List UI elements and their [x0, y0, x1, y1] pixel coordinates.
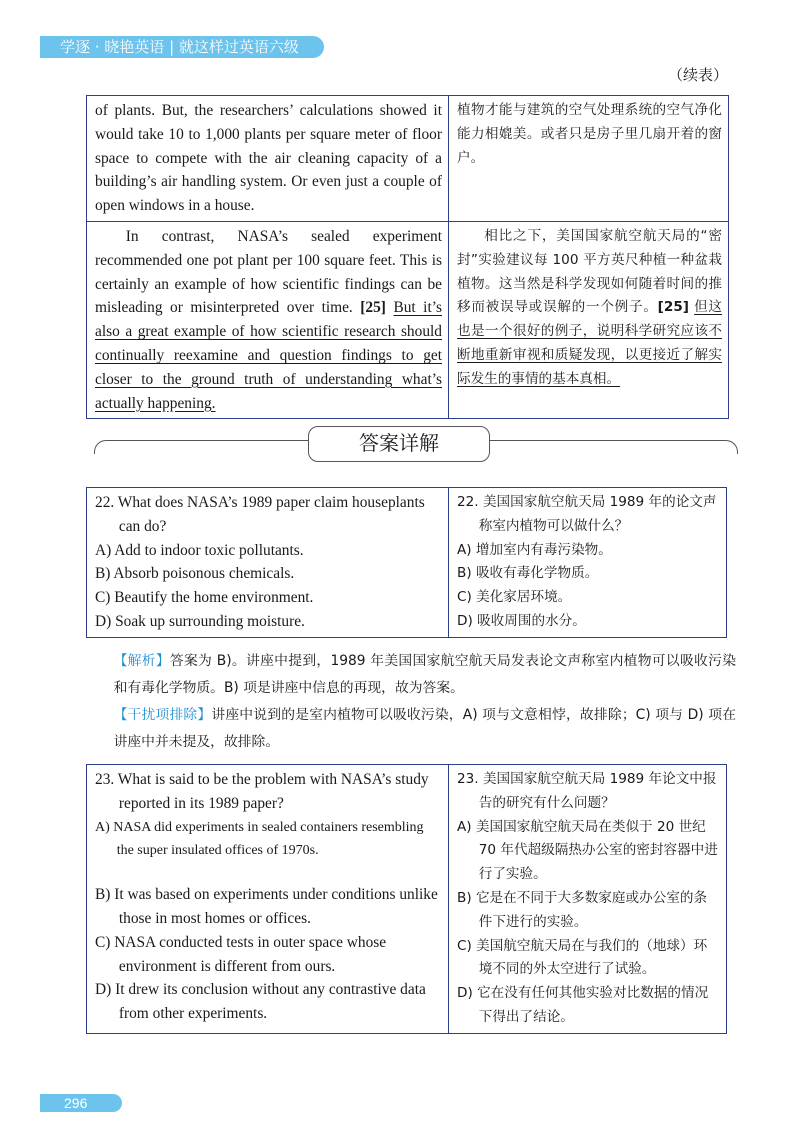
analysis-paragraph — [86, 648, 736, 702]
question-en-cell — [87, 765, 449, 1034]
q22-option-d-zh: D) 吸收周围的水分。 — [457, 612, 586, 629]
question-row — [87, 765, 727, 1034]
q22-option-b-en: B) Absorb poisonous chemicals. — [95, 565, 295, 583]
passage-en-p2 — [95, 225, 442, 415]
q23-option-b-zh: B) 它是在不同于大多数家庭或办公室的条件下进行的实验。 — [457, 889, 708, 930]
q22-option-a-en: A) Add to indoor toxic pollutants. — [95, 541, 304, 559]
question-22-table — [86, 487, 727, 638]
analysis-tag: 【解析】 — [113, 653, 170, 669]
analysis-text: 答案为 B)。讲座中提到，1989 年美国国家航空航天局发表论文声称室内植物可以吸收污染和有毒化学物质。B) 项是讲座中信息的再现，故为答案。 — [113, 653, 736, 696]
question-marker: [25] — [657, 299, 690, 316]
q23-question-zh: 23. 美国国家航空航天局 1989 年论文中报告的研究有什么问题？ — [457, 771, 717, 811]
passage-en-cell — [87, 96, 449, 222]
q22-question-en: 22. What does NASA’s 1989 paper claim houseplants can do? — [95, 494, 425, 535]
q23-option-b-en: B) It was based on experiments under conditions unlike those in most homes or offices. — [95, 886, 438, 927]
question-en-cell — [87, 488, 449, 638]
q22-option-c-en: C) Beautify the home environment. — [95, 589, 314, 607]
q23-option-d-en: D) It drew its conclusion without any contrastive data from other experiments. — [95, 981, 426, 1023]
passage-table — [86, 95, 729, 419]
passage-zh-cell — [449, 96, 729, 222]
passage-en-p1: of plants. But, the researchers’ calculations showed it would take 10 to 1,000 plants per square meter of floor space to compete with the air cleaning capacity of a building’s air handling system. Or even just a couple of open windows in a house. — [95, 102, 442, 215]
distractor-paragraph — [86, 702, 736, 756]
question-marker: [25] — [360, 299, 386, 317]
question-zh-cell — [449, 765, 727, 1034]
continued-label: （续表） — [667, 66, 728, 84]
book-title: 学逐 · 晓艳英语 | 就这样过英语六级 — [60, 38, 299, 56]
passage-en-underlined: But it’s also a great example of how scientific research should continually reexamine and question findings to get closer to the ground truth of understanding what’s actually happening. — [95, 299, 442, 412]
page-number: 296 — [64, 1095, 88, 1111]
q22-question-zh: 22. 美国国家航空航天局 1989 年的论文声称室内植物可以做什么？ — [457, 494, 717, 534]
q23-option-a-zh: A) 美国国家航空航天局在类似于 20 世纪 70 年代超级隔热办公室的密封容器中进行了实验。 — [457, 818, 718, 883]
passage-zh-p2 — [457, 225, 722, 392]
passage-zh-p2-text: 相比之下，美国国家航空航天局的“密封”实验建议每 100 平方英尺种植一种盆栽植物。这当然是科学发现如何随着时间的推移而被误导或误解的一个例子。 — [457, 227, 722, 316]
q23-option-c-en: C) NASA conducted tests in outer space whose environment is different from ours. — [95, 933, 387, 975]
section-title: 答案详解 — [359, 431, 439, 455]
q23-option-a-en: A) NASA did experiments in sealed containers resembling the super insulated offices of 1970s. — [95, 819, 424, 859]
question-row — [87, 488, 727, 638]
passage-zh-cell — [449, 221, 729, 418]
section-title-box — [308, 426, 490, 462]
passage-en-p2-text: In contrast, NASA’s sealed experiment recommended one pot plant per 100 square feet. This is certainly an example of how scientific findings can be misleading or misinterpreted over time. — [95, 227, 442, 317]
q22-option-a-zh: A) 增加室内有毒污染物。 — [457, 541, 612, 558]
passage-en-cell — [87, 221, 449, 418]
q23-question-en: 23. What is said to be the problem with NASA’s study reported in its 1989 paper? — [95, 771, 429, 812]
q23-option-d-zh: D) 它在没有任何其他实验对比数据的情况下得出了结论。 — [457, 985, 709, 1025]
passage-zh-p1: 植物才能与建筑的空气处理系统的空气净化能力相媲美。或者只是房子里几扇开着的窗户。 — [457, 102, 722, 166]
distractor-text: 讲座中说到的是室内植物可以吸收污染，A) 项与文意相悖，故排除；C) 项与 D) 项在讲座中并未提及，故排除。 — [113, 707, 737, 750]
question-23-table — [86, 764, 727, 1034]
q22-option-c-zh: C) 美化家居环境。 — [457, 589, 572, 606]
passage-row — [87, 96, 729, 222]
passage-zh-underlined: 但这也是一个很好的例子，说明科学研究应该不断地重新审视和质疑发现，以更接近了解实际发生的事情的基本真相。 — [457, 299, 723, 387]
passage-row — [87, 221, 729, 418]
question-zh-cell — [449, 488, 727, 638]
q23-option-c-zh: C) 美国航空航天局在与我们的（地球）环境不同的外太空进行了试验。 — [457, 937, 708, 978]
q22-option-b-zh: B) 吸收有毒化学物质。 — [457, 565, 599, 582]
distractor-tag: 【干扰项排除】 — [113, 707, 212, 723]
q22-option-d-en: D) Soak up surrounding moisture. — [95, 612, 305, 630]
